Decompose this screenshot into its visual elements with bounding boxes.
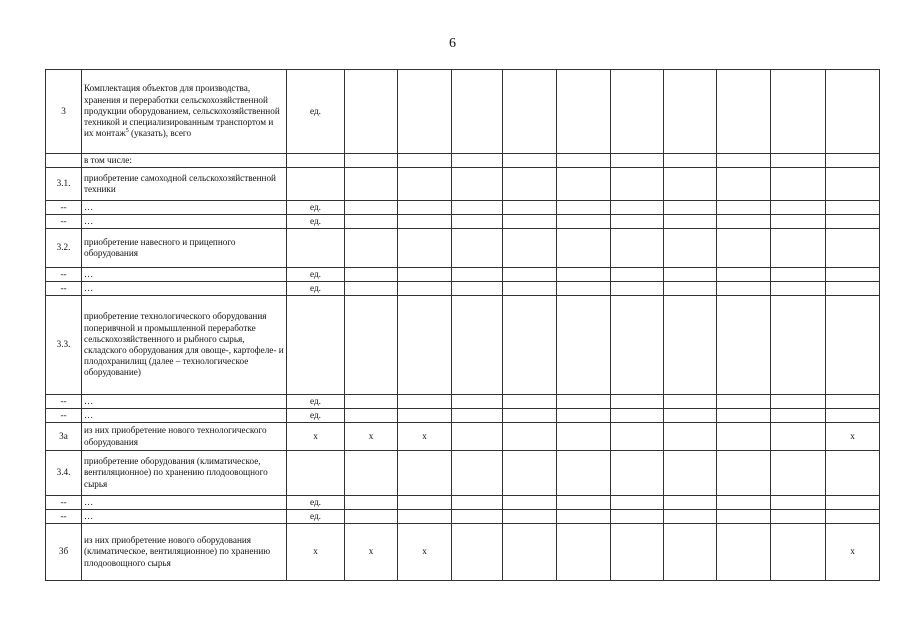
table-cell (826, 510, 880, 524)
table-cell (771, 395, 826, 409)
table-cell (826, 229, 880, 268)
table-cell (503, 168, 557, 201)
table-cell (452, 510, 503, 524)
table-cell (664, 510, 717, 524)
table-cell (826, 282, 880, 296)
table-cell (452, 154, 503, 168)
table-cell (717, 423, 771, 451)
table-cell (664, 423, 717, 451)
table-cell (717, 524, 771, 581)
table-row (46, 168, 880, 201)
table-row (46, 496, 880, 510)
table-cell (398, 168, 452, 201)
table-cell (611, 70, 664, 154)
table-cell (345, 215, 398, 229)
table-row (46, 510, 880, 524)
table-cell (664, 154, 717, 168)
row-unit: ед. (287, 268, 345, 282)
table-cell (826, 496, 880, 510)
table-cell (664, 496, 717, 510)
table-cell (611, 168, 664, 201)
table-cell (345, 168, 398, 201)
table-cell (717, 395, 771, 409)
row-number: 3 (46, 70, 82, 154)
table-cell (345, 70, 398, 154)
data-table (45, 69, 880, 581)
table-cell (771, 215, 826, 229)
table-row (46, 409, 880, 423)
table-cell (826, 395, 880, 409)
table-cell (771, 496, 826, 510)
row-number: -- (46, 510, 82, 524)
table-cell (611, 510, 664, 524)
table-row (46, 229, 880, 268)
table-row (46, 201, 880, 215)
row-number: -- (46, 409, 82, 423)
table-cell (398, 268, 452, 282)
table-cell: x (398, 423, 452, 451)
table-cell (611, 451, 664, 496)
table-cell (717, 229, 771, 268)
table-cell (503, 395, 557, 409)
table-cell (611, 409, 664, 423)
table-cell (771, 282, 826, 296)
table-cell (345, 409, 398, 423)
table-cell (557, 70, 611, 154)
page-number: 6 (449, 36, 456, 51)
table-cell (826, 409, 880, 423)
row-name: приобретение навесного и прицепного оборудования (82, 229, 287, 268)
row-number: 3.1. (46, 168, 82, 201)
table-cell (664, 296, 717, 395)
table-cell (398, 296, 452, 395)
table-cell (503, 524, 557, 581)
table-cell (345, 296, 398, 395)
row-number: 3б (46, 524, 82, 581)
table-cell (771, 296, 826, 395)
row-unit (287, 168, 345, 201)
table-cell (717, 510, 771, 524)
table-cell (771, 409, 826, 423)
row-number: -- (46, 215, 82, 229)
table-cell (557, 229, 611, 268)
table-cell (503, 70, 557, 154)
table-row (46, 215, 880, 229)
table-row (46, 423, 880, 451)
row-unit (287, 451, 345, 496)
table-cell (611, 215, 664, 229)
row-name: из них приобретение нового оборудования (климатическое, вентиляционное) по хранению плодоовощного сырья (82, 524, 287, 581)
table-cell (452, 451, 503, 496)
row-unit: ед. (287, 201, 345, 215)
row-number: -- (46, 282, 82, 296)
table-cell (717, 70, 771, 154)
row-unit: ед. (287, 409, 345, 423)
table-cell (503, 510, 557, 524)
table-cell (345, 229, 398, 268)
table-cell (452, 70, 503, 154)
table-cell (611, 524, 664, 581)
table-cell (664, 524, 717, 581)
table-cell (664, 70, 717, 154)
row-name: приобретение оборудования (климатическое, вентиляционное) по хранению плодоовощного сырья (82, 451, 287, 496)
table-cell (557, 524, 611, 581)
row-unit: ед. (287, 510, 345, 524)
table-cell (557, 296, 611, 395)
row-number: -- (46, 268, 82, 282)
table-cell (398, 229, 452, 268)
row-unit: x (287, 524, 345, 581)
table-cell (503, 215, 557, 229)
table-cell (717, 451, 771, 496)
row-number (46, 154, 82, 168)
table-cell (345, 282, 398, 296)
table-row (46, 268, 880, 282)
row-name: … (82, 268, 287, 282)
table-cell (503, 296, 557, 395)
table-cell (398, 451, 452, 496)
table-cell (664, 409, 717, 423)
table-cell (398, 395, 452, 409)
row-number: 3.3. (46, 296, 82, 395)
table-cell (611, 423, 664, 451)
table-cell (557, 395, 611, 409)
table-cell (717, 409, 771, 423)
table-cell (664, 168, 717, 201)
table-cell (717, 296, 771, 395)
table-cell (664, 201, 717, 215)
table-cell (345, 510, 398, 524)
table-cell (771, 229, 826, 268)
row-name: … (82, 215, 287, 229)
row-unit: ед. (287, 282, 345, 296)
row-number: 3.4. (46, 451, 82, 496)
table-cell (826, 215, 880, 229)
table-cell (452, 168, 503, 201)
table-cell (557, 268, 611, 282)
table-cell (398, 282, 452, 296)
table-cell (345, 451, 398, 496)
table-cell (503, 268, 557, 282)
table-cell (557, 201, 611, 215)
table-row (46, 296, 880, 395)
table-cell (664, 268, 717, 282)
row-number: -- (46, 201, 82, 215)
table-row (46, 395, 880, 409)
table-cell (664, 451, 717, 496)
table-cell (664, 229, 717, 268)
table-cell (717, 282, 771, 296)
table-cell (771, 70, 826, 154)
table-cell (826, 70, 880, 154)
row-unit: ед. (287, 70, 345, 154)
table-cell (664, 395, 717, 409)
table-cell (611, 496, 664, 510)
table-cell (503, 451, 557, 496)
table-cell: x (398, 524, 452, 581)
table-row (46, 451, 880, 496)
table-cell (771, 201, 826, 215)
table-cell (452, 496, 503, 510)
row-name: в том числе: (82, 154, 287, 168)
table-cell: x (826, 423, 880, 451)
table-cell (771, 510, 826, 524)
table-cell (771, 168, 826, 201)
table-cell (503, 282, 557, 296)
row-number: -- (46, 395, 82, 409)
row-unit (287, 229, 345, 268)
table-cell (611, 268, 664, 282)
table-cell (345, 201, 398, 215)
table-cell (503, 496, 557, 510)
table-cell (717, 215, 771, 229)
table-cell (557, 510, 611, 524)
table-cell (717, 201, 771, 215)
table-cell (503, 409, 557, 423)
table-cell (398, 154, 452, 168)
table-cell: x (345, 524, 398, 581)
table-cell (717, 496, 771, 510)
table-cell (398, 510, 452, 524)
table-cell: x (345, 423, 398, 451)
table-cell (452, 282, 503, 296)
row-number: -- (46, 496, 82, 510)
table-cell (611, 282, 664, 296)
table-row (46, 524, 880, 581)
table-cell (452, 423, 503, 451)
row-name: приобретение технологического оборудования поперивчной и промышленной переработке сельскохозяйственного и рыбного сырья, складского оборудования для овоще-, картофеле- и плодохранилищ (далее – технологическое оборудование) (82, 296, 287, 395)
table-cell (771, 451, 826, 496)
table-cell (664, 282, 717, 296)
row-name: … (82, 409, 287, 423)
table-cell (452, 409, 503, 423)
row-name: приобретение самоходной сельскохозяйственной техники (82, 168, 287, 201)
table-cell (345, 395, 398, 409)
table-cell (557, 154, 611, 168)
table-cell (826, 268, 880, 282)
table-cell (557, 168, 611, 201)
table-cell (452, 201, 503, 215)
table-cell (611, 154, 664, 168)
table-cell (557, 496, 611, 510)
table-cell (503, 229, 557, 268)
table-cell (771, 524, 826, 581)
table-row (46, 154, 880, 168)
table-cell (452, 395, 503, 409)
table-cell (611, 395, 664, 409)
row-name: … (82, 395, 287, 409)
table-cell (345, 154, 398, 168)
row-unit (287, 154, 345, 168)
table-cell (826, 201, 880, 215)
row-name: из них приобретение нового технологического оборудования (82, 423, 287, 451)
table-cell (452, 296, 503, 395)
table-cell (611, 201, 664, 215)
table-cell (398, 70, 452, 154)
table-cell (826, 451, 880, 496)
table-cell (611, 229, 664, 268)
table-cell (664, 215, 717, 229)
table-cell (452, 229, 503, 268)
row-unit: ед. (287, 395, 345, 409)
table-cell (826, 296, 880, 395)
table-cell (398, 215, 452, 229)
table-cell (398, 201, 452, 215)
table-cell (826, 154, 880, 168)
table-row (46, 282, 880, 296)
table-cell (717, 168, 771, 201)
table-cell (717, 154, 771, 168)
table-cell (345, 496, 398, 510)
row-number: 3.2. (46, 229, 82, 268)
table-cell (771, 268, 826, 282)
row-unit: x (287, 423, 345, 451)
table-cell (717, 268, 771, 282)
table-cell (503, 201, 557, 215)
table-cell (557, 423, 611, 451)
table-cell (398, 496, 452, 510)
row-name: Комплектация объектов для производства, хранения и переработки сельскохозяйственной продукции оборудованием, сельскохозяйственной техникой и специализированным транспортом и их монтаж$^5$ (указать), всего (82, 70, 287, 154)
table-row (46, 70, 880, 154)
row-unit: ед. (287, 215, 345, 229)
footnote-mark: 5 (125, 128, 129, 135)
row-name: … (82, 510, 287, 524)
row-name: … (82, 282, 287, 296)
row-number: 3а (46, 423, 82, 451)
table-cell (452, 215, 503, 229)
table-cell (503, 154, 557, 168)
table-cell (452, 268, 503, 282)
table-cell (557, 451, 611, 496)
table-cell (557, 215, 611, 229)
table-cell (345, 268, 398, 282)
table-cell (771, 154, 826, 168)
row-unit (287, 296, 345, 395)
row-name: … (82, 496, 287, 510)
table-cell (398, 409, 452, 423)
table-cell (452, 524, 503, 581)
table-cell (557, 282, 611, 296)
table-cell (503, 423, 557, 451)
row-unit: ед. (287, 496, 345, 510)
table-cell (611, 296, 664, 395)
table-cell: x (826, 524, 880, 581)
table-cell (771, 423, 826, 451)
row-name: … (82, 201, 287, 215)
table-cell (826, 168, 880, 201)
table-cell (557, 409, 611, 423)
